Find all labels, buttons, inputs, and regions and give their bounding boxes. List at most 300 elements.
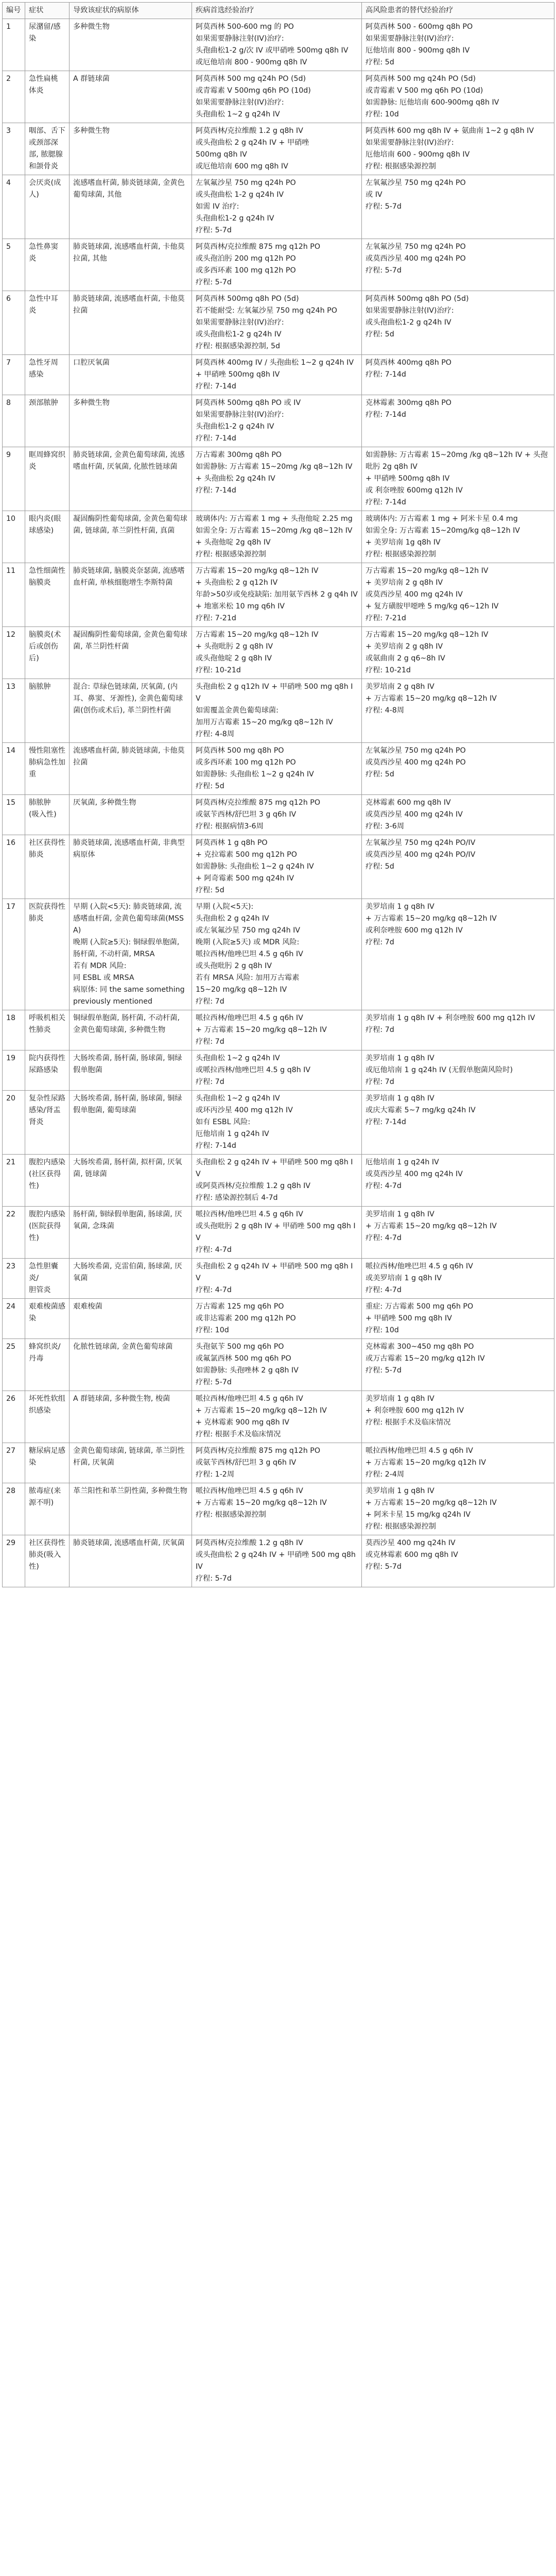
- cell-line: 万古霉素 15~20 mg/kg q8~12h IV: [366, 631, 489, 639]
- cell-symptom: [25, 1339, 70, 1391]
- cell-line: 如需全身: 万古霉素 15~20mg/kg q8~12h IV: [366, 527, 520, 535]
- cell-line: (吸入性): [29, 810, 57, 819]
- cell-line: + 头孢曲松 2g q24h IV: [196, 474, 275, 483]
- cell-number: 29: [3, 1535, 25, 1587]
- cell-symptom: [25, 1391, 70, 1443]
- cell-line: 疗程: 5d: [366, 770, 394, 778]
- cell-line: (医院获得: [29, 1222, 61, 1230]
- cell-line: 或头孢曲松 1-2 g q24h IV: [196, 191, 284, 199]
- cell-line: 肺炎链球菌, 流感嗜血杆菌, 卡他莫拉菌: [73, 295, 185, 315]
- cell-line: 如果需要静脉注射(IV)治疗:: [366, 139, 454, 147]
- cell-pathogen: [70, 1259, 192, 1299]
- cell-line: 左氧氟沙星 750 mg q24h PO: [366, 747, 466, 755]
- cell-line: 肺炎链球菌, 流感嗜血杆菌, 厌氧菌: [73, 1539, 185, 1547]
- cell-first-line: [192, 1443, 362, 1483]
- cell-line: 大肠埃希菌, 肠杆菌, 肠球菌, 铜绿假单胞菌, 葡萄球菌: [73, 1094, 182, 1114]
- cell-line: 肾炎: [29, 1118, 44, 1126]
- cell-alternative: [362, 19, 554, 71]
- cell-symptom: [25, 795, 70, 835]
- cell-line: 颈部脓肿: [29, 399, 58, 407]
- cell-line: 疗程: 5d: [196, 782, 224, 790]
- cell-line: 或莫西沙星 400 mg q24h PO: [366, 758, 466, 767]
- cell-first-line: [192, 355, 362, 395]
- cell-line: 早期 (入院<5天): 肺炎链球菌, 流感嗜血杆菌, 金黄色葡萄球菌(MSSA): [73, 903, 184, 935]
- cell-line: 社区获得性: [29, 839, 65, 847]
- cell-line: 疗程: 根据感染源控制: [196, 1511, 266, 1519]
- table-row: [3, 1010, 554, 1050]
- cell-line: 15~20 mg/kg q8~12h IV: [196, 986, 287, 994]
- cell-number: 6: [3, 291, 25, 355]
- cell-line: 性肺炎: [29, 1026, 51, 1034]
- cell-line: 头孢氨苄 500 mg q6h PO: [196, 1343, 284, 1351]
- cell-line: 哌拉西林/他唑巴坦 4.5 g q6h IV: [196, 950, 303, 958]
- cell-line: 如有 ESBL 风险:: [196, 1118, 251, 1126]
- table-row: [3, 627, 554, 679]
- cell-line: 疗程: 7-21d: [366, 614, 406, 622]
- table-body: [3, 19, 554, 1587]
- table-row: [3, 1299, 554, 1339]
- table-row: [3, 1207, 554, 1259]
- cell-symptom: [25, 1010, 70, 1050]
- cell-line: 性): [29, 1182, 39, 1190]
- cell-line: 头孢曲松 2 g q24h IV: [196, 914, 269, 923]
- cell-line: 疗程: 5-7d: [366, 202, 402, 211]
- cell-first-line: [192, 835, 362, 899]
- cell-line: 如需静脉: 万古霉素 15~20mg /kg q8~12h IV + 头孢吡肟 2g q8h IV: [366, 451, 548, 471]
- cell-line: 阿莫西林 500 mg q8h PO: [196, 747, 284, 755]
- cell-pathogen: [70, 1091, 192, 1155]
- cell-line: 坏死性软组: [29, 1395, 65, 1403]
- cell-line: 或头孢泊肟 200 mg q12h PO: [196, 255, 296, 263]
- cell-line: 或头孢曲松 2 g q24h IV + 甲硝唑 500 mg q8h IV: [196, 1551, 356, 1571]
- cell-line: 加用万古霉素 15~20 mg/kg q8~12h IV: [196, 718, 333, 726]
- header-number: 编号: [3, 3, 25, 19]
- table-row: [3, 1050, 554, 1091]
- cell-line: 疗程: 10-21d: [366, 666, 411, 674]
- cell-symptom: [25, 1091, 70, 1155]
- table-row: [3, 291, 554, 355]
- cell-line: 医院获得性: [29, 903, 65, 911]
- cell-number: 14: [3, 743, 25, 795]
- cell-line: 脓毒症(来: [29, 1487, 61, 1495]
- cell-line: 疗程: 5-7d: [366, 266, 402, 275]
- cell-line: 疗程: 7-14d: [196, 434, 236, 443]
- cell-alternative: [362, 1155, 554, 1207]
- cell-line: 同 ESBL 或 MRSA: [73, 974, 134, 982]
- cell-number: 16: [3, 835, 25, 899]
- cell-line: 阿莫西林/克拉维酸 875 mg q12h PO: [196, 1447, 320, 1455]
- cell-line: 疗程: 7d: [196, 1078, 224, 1086]
- cell-line: 或多西环素 100 mg q12h PO: [196, 266, 296, 275]
- cell-line: 或 利奈唑胺 600mg q12h IV: [366, 486, 463, 495]
- cell-symptom: [25, 563, 70, 627]
- cell-line: 阿莫西林/克拉维酸 1.2 g q8h IV: [196, 127, 303, 135]
- table-row: [3, 1443, 554, 1483]
- cell-first-line: [192, 395, 362, 447]
- cell-line: 或莫西沙星 400 mg q24h IV: [366, 1170, 463, 1178]
- cell-line: 万古霉素 15~20 mg/kg q8~12h IV: [196, 631, 319, 639]
- cell-line: 慢性阻塞性: [29, 747, 65, 755]
- cell-line: 大肠埃希菌, 肠杆菌, 拟杆菌, 厌氧菌, 链球菌: [73, 1158, 182, 1178]
- cell-line: 部, 脓腮腺: [29, 150, 63, 159]
- cell-symptom: [25, 71, 70, 123]
- cell-number: 3: [3, 123, 25, 175]
- cell-line: 凝固酶阴性葡萄球菌, 金黄色葡萄球菌, 链球菌, 革兰阴性杆菌, 真菌: [73, 515, 187, 535]
- cell-line: 疗程: 5-7d: [196, 278, 232, 286]
- cell-line: 腹腔内感染: [29, 1210, 65, 1218]
- cell-line: 美罗培南 2 g q8h IV: [366, 683, 435, 691]
- cell-first-line: [192, 1050, 362, 1091]
- cell-line: 肺炎链球菌, 金黄色葡萄球菌, 流感嗜血杆菌, 厌氧菌, 化脓性链球菌: [73, 451, 185, 471]
- cell-line: 后): [29, 654, 39, 663]
- cell-pathogen: [70, 291, 192, 355]
- table-row: [3, 1259, 554, 1299]
- cell-number: 17: [3, 899, 25, 1010]
- cell-line: 厌氧菌, 多种微生物: [73, 799, 136, 807]
- cell-first-line: [192, 1259, 362, 1299]
- cell-number: 5: [3, 239, 25, 291]
- cell-line: + 阿奇霉素 500 mg q24h IV: [196, 874, 294, 883]
- cell-number: 8: [3, 395, 25, 447]
- cell-symptom: [25, 627, 70, 679]
- cell-number: 1: [3, 19, 25, 71]
- cell-line: 哌拉西林/他唑巴坦 4.5 g q6h IV: [196, 1210, 303, 1218]
- cell-line: 或氨苄西林/舒巴坦 3 g q6h IV: [196, 1459, 297, 1467]
- cell-line: 阿莫西林 500mg q8h PO (5d): [196, 295, 299, 303]
- table-row: [3, 123, 554, 175]
- cell-line: 或氨苄西林/舒巴坦 3 g q6h IV: [196, 810, 297, 819]
- cell-first-line: [192, 1535, 362, 1587]
- cell-line: 哌拉西林/他唑巴坦 4.5 g q6h IV: [196, 1014, 303, 1022]
- cell-line: 染: [29, 1314, 37, 1323]
- cell-line: 炎: [29, 255, 37, 263]
- cell-alternative: [362, 511, 554, 563]
- cell-line: 或头孢吡肟 2 g q8h IV + 甲硝唑 500 mg q8h IV: [196, 1222, 356, 1242]
- cell-pathogen: [70, 71, 192, 123]
- cell-line: 若有 MRSA 风险: 加用万古霉素: [196, 974, 300, 982]
- cell-line: 化脓性链球菌, 金黄色葡萄球菌: [73, 1343, 173, 1351]
- cell-line: 肺炎(吸入: [29, 1551, 61, 1559]
- cell-line: 疗程: 根据病情3-6周: [196, 822, 264, 831]
- cell-line: 万古霉素 125 mg q6h PO: [196, 1302, 284, 1311]
- cell-line: 急性中耳: [29, 295, 58, 303]
- header-pathogen: 导致该症状的病原体: [70, 3, 192, 19]
- cell-number: 4: [3, 175, 25, 239]
- cell-number: 12: [3, 627, 25, 679]
- cell-pathogen: [70, 511, 192, 563]
- cell-line: 左氧氟沙星 750 mg q24h PO/IV: [366, 839, 476, 847]
- cell-first-line: [192, 899, 362, 1010]
- cell-line: + 地塞米松 10 mg q6h IV: [196, 602, 285, 611]
- cell-line: 疗程: 4-7d: [366, 1182, 402, 1190]
- document: [0, 2, 556, 1587]
- cell-line: 肠杆菌, 铜绿假单胞菌, 肠球菌, 厌氧菌, 念珠菌: [73, 1210, 182, 1230]
- cell-line: 流感嗜血杆菌, 肺炎链球菌, 金黄色葡萄球菌, 其他: [73, 179, 185, 199]
- cell-line: + 甲硝唑 500mg q8h IV: [196, 370, 280, 379]
- cell-line: 胆管炎: [29, 1286, 51, 1294]
- cell-pathogen: [70, 19, 192, 71]
- cell-line: 玻璃体内: 万古霉素 1 mg + 头孢他啶 2.25 mg: [196, 515, 353, 523]
- cell-first-line: [192, 679, 362, 743]
- cell-line: 源不明): [29, 1499, 54, 1507]
- cell-line: 疗程: 7-21d: [196, 614, 236, 622]
- table-row: [3, 71, 554, 123]
- cell-number: 19: [3, 1050, 25, 1091]
- cell-alternative: [362, 1443, 554, 1483]
- cell-line: 阿莫西林 500 mg q24h PO (5d): [196, 75, 306, 83]
- cell-symptom: [25, 123, 70, 175]
- cell-line: + 万古霉素 15~20 mg/kg q8~12h IV: [366, 1499, 497, 1507]
- cell-line: + 美罗培南 2 g q8h IV: [366, 579, 443, 587]
- cell-pathogen: [70, 395, 192, 447]
- cell-number: 11: [3, 563, 25, 627]
- cell-line: 丹毒: [29, 1354, 44, 1363]
- cell-line: 阿莫西林 400mg q8h PO: [366, 359, 451, 367]
- cell-line: 疗程: 4-7d: [366, 1286, 402, 1294]
- cell-line: 莫西沙星 400 mg q24h IV: [366, 1539, 456, 1547]
- cell-line: + 头孢吡肟 2 g q8h IV: [196, 642, 273, 651]
- cell-line: 阿莫西林/克拉维酸 1.2 g q8h IV: [196, 1539, 303, 1547]
- cell-line: 疗程: 7d: [196, 997, 224, 1006]
- cell-line: 疗程: 感染源控制后 4-7d: [196, 1194, 278, 1202]
- cell-line: + 头孢曲松 2 g q12h IV: [196, 579, 278, 587]
- table-row: [3, 1483, 554, 1535]
- cell-line: 肺炎链球菌, 脑膜炎奈瑟菌, 流感嗜血杆菌, 单核细胞增生李斯特菌: [73, 567, 185, 587]
- cell-symptom: [25, 291, 70, 355]
- cell-first-line: [192, 19, 362, 71]
- cell-line: 哌拉西林/他唑巴坦 4.5 g q6h IV: [196, 1395, 303, 1403]
- cell-symptom: [25, 1050, 70, 1091]
- table-row: [3, 1391, 554, 1443]
- cell-number: 18: [3, 1010, 25, 1050]
- cell-line: + 万古霉素 15~20 mg/kg q8~12h IV: [196, 1406, 327, 1415]
- cell-line: 或氨曲南 2 g q6~8h IV: [366, 654, 445, 663]
- cell-line: 疗程: 5d: [366, 330, 394, 338]
- cell-line: 厄他培南 1 g q24h IV: [366, 1158, 439, 1166]
- cell-line: 头孢曲松1-2 g q24h IV: [196, 422, 274, 431]
- cell-line: 或颈部深: [29, 139, 58, 147]
- table-row: [3, 1339, 554, 1391]
- cell-line: 如果需要静脉注射(IV)治疗:: [196, 98, 284, 107]
- cell-line: 左氧氟沙星 750 mg q24h PO: [366, 179, 466, 187]
- cell-line: 晚期 (入院≥5天) 或 MDR 风险:: [196, 938, 300, 946]
- cell-line: 艰难梭菌: [73, 1302, 102, 1311]
- cell-line: 美罗培南 1 g q8h IV: [366, 1210, 435, 1218]
- cell-line: 或克林霉素 600 mg q8h IV: [366, 1551, 458, 1559]
- cell-line: 左氧氟沙星 750 mg q24h PO: [196, 179, 296, 187]
- cell-first-line: [192, 1339, 362, 1391]
- cell-pathogen: [70, 1339, 192, 1391]
- cell-line: 性): [29, 1563, 39, 1571]
- cell-alternative: [362, 1299, 554, 1339]
- cell-first-line: [192, 1299, 362, 1339]
- cell-line: 或环丙沙星 400 mg q12h IV: [196, 1106, 293, 1114]
- cell-pathogen: [70, 1155, 192, 1207]
- cell-line: 急性胆囊炎/: [29, 1262, 58, 1282]
- cell-line: 疗程: 2-4周: [366, 1470, 405, 1479]
- cell-symptom: [25, 743, 70, 795]
- cell-symptom: [25, 679, 70, 743]
- cell-line: 疗程: 5d: [366, 862, 394, 871]
- cell-line: 或头孢他啶 2 g q8h IV: [196, 654, 272, 663]
- cell-symptom: [25, 1259, 70, 1299]
- cell-first-line: [192, 175, 362, 239]
- cell-line: + 甲硝唑 500mg q8h IV: [366, 474, 450, 483]
- cell-line: 或氟氯西林 500 mg q6h PO: [196, 1354, 291, 1363]
- cell-line: 肺炎链球菌, 流感嗜血杆菌, 非典型病原体: [73, 839, 185, 859]
- cell-line: 肺脓肿: [29, 799, 51, 807]
- cell-first-line: [192, 123, 362, 175]
- cell-line: A 群链球菌, 多种微生物, 梭菌: [73, 1395, 170, 1403]
- cell-line: + 阿米卡星 15 mg/kg q24h IV: [366, 1511, 471, 1519]
- cell-line: 急性牙周: [29, 359, 58, 367]
- cell-line: 疗程: 根据感染源控制, 5d: [196, 342, 281, 350]
- cell-line: 疗程: 5d: [366, 58, 394, 66]
- cell-line: 如果需要静脉注射(IV)治疗:: [366, 307, 454, 315]
- cell-pathogen: [70, 1010, 192, 1050]
- cell-line: 或阿莫西林/克拉维酸 1.2 g q8h IV: [196, 1182, 310, 1190]
- cell-first-line: [192, 1010, 362, 1050]
- cell-first-line: [192, 1391, 362, 1443]
- cell-pathogen: [70, 743, 192, 795]
- cell-line: 头孢曲松1-2 g q24h IV: [196, 214, 274, 223]
- cell-line: 美罗培南 1 g q8h IV: [366, 1487, 435, 1495]
- cell-line: 如需静脉: 头孢曲松 1~2 g q24h IV: [196, 770, 314, 778]
- table-row: [3, 175, 554, 239]
- cell-alternative: [362, 175, 554, 239]
- cell-pathogen: [70, 1483, 192, 1535]
- cell-line: 肺炎链球菌, 流感嗜血杆菌, 卡他莫拉菌, 其他: [73, 243, 185, 263]
- cell-line: 铜绿假单胞菌, 肠杆菌, 不动杆菌, 金黄色葡萄球菌, 多种微生物: [73, 1014, 180, 1034]
- cell-number: 9: [3, 447, 25, 511]
- cell-line: 如果需要静脉注射(IV)治疗:: [196, 35, 284, 43]
- cell-line: 年龄>50岁或免疫缺陷: 加用氨苄西林 2 g q4h IV: [196, 590, 358, 599]
- cell-line: 美罗培南 1 g q8h IV: [366, 1395, 435, 1403]
- cell-line: 蜂窝织炎/: [29, 1343, 61, 1351]
- cell-line: 复杂性尿路: [29, 1094, 65, 1103]
- cell-line: + 万古霉素 15~20 mg/kg q8~12h IV: [196, 1026, 327, 1034]
- cell-pathogen: [70, 899, 192, 1010]
- cell-line: 疗程: 5-7d: [196, 1574, 232, 1583]
- cell-line: 性): [29, 1234, 39, 1242]
- cell-line: 或青霉素 V 500mg q6h PO (10d): [196, 87, 311, 95]
- cell-symptom: [25, 19, 70, 71]
- cell-line: 疗程: 7d: [366, 1078, 394, 1086]
- cell-line: 眶周蜂窝织: [29, 451, 65, 459]
- cell-line: 混合: 草绿色链球菌, 厌氧菌, (内耳、鼻窦、牙源性), 金黄色葡萄球菌(创伤或术后), 革兰阴性杆菌: [73, 683, 183, 715]
- cell-symptom: [25, 1483, 70, 1535]
- cell-alternative: [362, 123, 554, 175]
- cell-line: + 头孢他啶 2g q8h IV: [196, 538, 271, 547]
- cell-alternative: [362, 71, 554, 123]
- cell-line: 阿莫西林/克拉维酸 875 mg q12h PO: [196, 243, 320, 251]
- cell-line: 疗程: 10d: [366, 110, 399, 118]
- cell-line: 或万古霉素 15~20 mg/kg q12h IV: [366, 1354, 485, 1363]
- cell-line: 急性鼻窦: [29, 243, 58, 251]
- cell-number: 7: [3, 355, 25, 395]
- cell-line: 或头孢曲松 2 g q24h IV + 甲硝唑: [196, 139, 309, 147]
- cell-line: 织感染: [29, 1406, 51, 1415]
- cell-alternative: [362, 1259, 554, 1299]
- cell-line: 重: [29, 770, 37, 778]
- cell-first-line: [192, 71, 362, 123]
- cell-line: 头孢曲松 1~2 g q24h IV: [196, 1054, 280, 1062]
- cell-line: + 利奈唑胺 600 mg q12h IV: [366, 1406, 464, 1415]
- cell-line: 疗程: 3-6周: [366, 822, 405, 831]
- header-symptom: 症状: [25, 3, 70, 19]
- cell-line: 或头孢曲松1-2 g q24h IV: [196, 330, 282, 338]
- cell-line: 社区获得性: [29, 1539, 65, 1547]
- cell-line: 如需静脉: 万古霉素 15~20mg /kg q8~12h IV: [196, 463, 353, 471]
- cell-line: 阿莫西林 600 mg q8h IV + 氨曲南 1~2 g q8h IV: [366, 127, 534, 135]
- cell-line: 多种微生物: [73, 23, 110, 31]
- cell-line: 疗程: 5-7d: [366, 1366, 402, 1375]
- cell-number: 24: [3, 1299, 25, 1339]
- table-row: [3, 511, 554, 563]
- cell-line: 如果需要静脉注射(IV)治疗:: [196, 318, 284, 327]
- cell-pathogen: [70, 355, 192, 395]
- cell-symptom: [25, 1443, 70, 1483]
- cell-first-line: [192, 563, 362, 627]
- cell-alternative: [362, 1091, 554, 1155]
- cell-first-line: [192, 795, 362, 835]
- cell-line: 头孢曲松 1~2 g q24h IV: [196, 110, 280, 118]
- cell-symptom: [25, 175, 70, 239]
- cell-line: 疗程: 根据感染源控制: [366, 1522, 436, 1531]
- cell-line: 或青霉素 V 500 mg q6h PO (10d): [366, 87, 483, 95]
- cell-alternative: [362, 1207, 554, 1259]
- cell-line: 疗程: 10-21d: [196, 666, 241, 674]
- cell-alternative: [362, 795, 554, 835]
- cell-line: 头孢曲松 2 g q24h IV + 甲硝唑 500 mg q8h IV: [196, 1158, 353, 1178]
- cell-line: + 万古霉素 15~20 mg/kg q8~12h IV: [366, 694, 497, 703]
- cell-line: 美罗培南 1 g q8h IV: [366, 903, 435, 911]
- cell-line: 尿潴留/感染: [29, 23, 61, 43]
- cell-number: 21: [3, 1155, 25, 1207]
- cell-alternative: [362, 563, 554, 627]
- cell-alternative: [362, 1483, 554, 1535]
- cell-symptom: [25, 835, 70, 899]
- cell-line: + 克拉霉素 500 mg q12h PO: [196, 851, 297, 859]
- cell-line: 炎: [29, 307, 37, 315]
- cell-first-line: [192, 511, 362, 563]
- cell-line: 尿路感染: [29, 1066, 58, 1074]
- cell-line: 如需静脉: 头孢曲松 1~2 g q24h IV: [196, 862, 314, 871]
- cell-line: 或莫西沙星 400 mg q24h PO/IV: [366, 851, 476, 859]
- cell-pathogen: [70, 835, 192, 899]
- cell-line: + 美罗培南 1g q8h IV: [366, 538, 441, 547]
- cell-line: 早期 (入院<5天):: [196, 903, 254, 911]
- cell-line: 多种微生物: [73, 127, 110, 135]
- table-row: [3, 19, 554, 71]
- cell-alternative: [362, 447, 554, 511]
- header-alternative: 高风险患者的替代经验治疗: [362, 3, 554, 19]
- cell-number: 2: [3, 71, 25, 123]
- cell-line: 阿莫西林 1 g q8h PO: [196, 839, 268, 847]
- cell-line: 后或创伤: [29, 642, 58, 651]
- cell-line: 重症: 万古霉素 500 mg q6h PO: [366, 1302, 474, 1311]
- cell-line: 疗程: 4-8周: [366, 706, 405, 715]
- table-row: [3, 1155, 554, 1207]
- cell-alternative: [362, 1339, 554, 1391]
- cell-symptom: [25, 239, 70, 291]
- cell-line: 疗程: 4-7d: [196, 1286, 232, 1294]
- cell-number: 10: [3, 511, 25, 563]
- cell-line: 疗程: 7-14d: [366, 1118, 406, 1126]
- table-row: [3, 239, 554, 291]
- cell-line: 若不能耐受: 左氧氟沙星 750 mg q24h PO: [196, 307, 337, 315]
- cell-line: 或头孢曲松1-2 g q24h IV: [366, 318, 451, 327]
